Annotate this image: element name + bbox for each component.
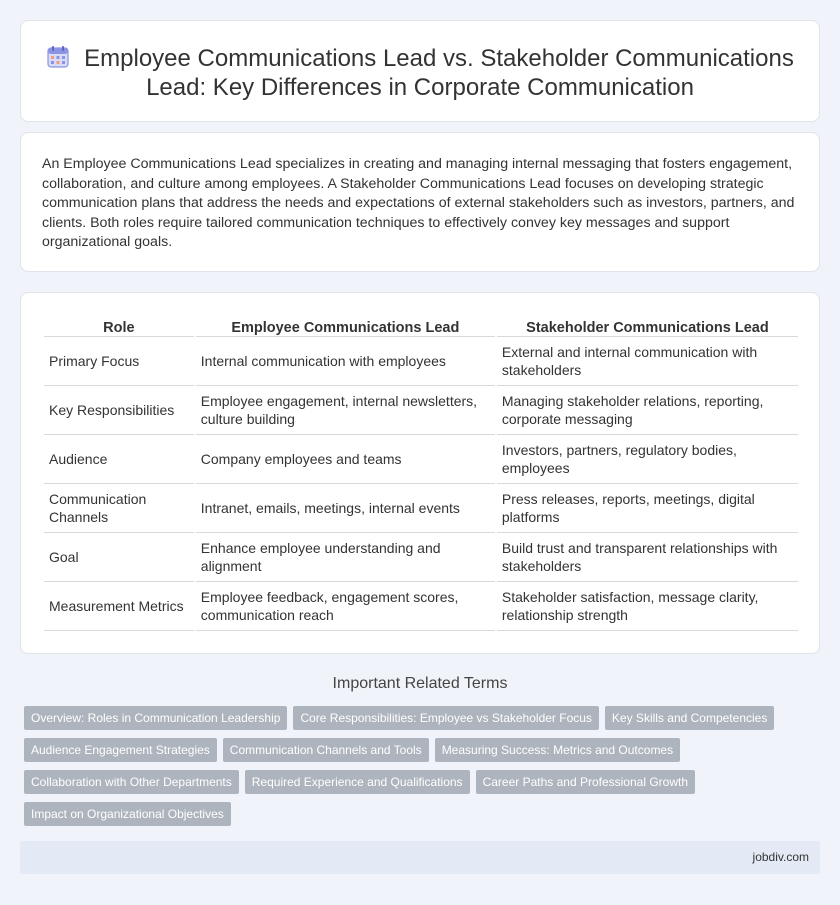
related-term-tag[interactable]: Required Experience and Qualifications [245,770,470,794]
comparison-card [20,292,820,654]
employee-cell: Employee feedback, engagement scores, communication reach [196,582,495,631]
stakeholder-cell: Press releases, reports, meetings, digital platforms [497,484,798,533]
related-term-tag[interactable]: Key Skills and Competencies [605,706,774,730]
header-stakeholder-lead: Stakeholder Communications Lead [497,315,798,337]
row-label: Measurement Metrics [44,582,194,631]
page-title-text: Employee Communications Lead vs. Stakeholder Communications Lead: Key Differences in Corporate Communication [84,45,794,101]
related-terms-heading: Important Related Terms [332,675,508,692]
row-label: Goal [44,533,194,582]
stakeholder-cell: Investors, partners, regulatory bodies, employees [497,435,798,484]
stakeholder-cell: Managing stakeholder relations, reporting, corporate messaging [497,386,798,435]
related-term-tag[interactable]: Career Paths and Professional Growth [476,770,695,794]
header-role: Role [44,315,194,337]
footer-site-link[interactable]: jobdiv.com [752,850,809,864]
table-row [44,582,798,631]
calendar-icon [46,45,70,69]
related-term-tag[interactable]: Measuring Success: Metrics and Outcomes [435,738,680,762]
table-row [44,386,798,435]
related-term-tag[interactable]: Collaboration with Other Departments [24,770,239,794]
row-label: Communication Channels [44,484,194,533]
stakeholder-cell: Build trust and transparent relationships with stakeholders [497,533,798,582]
table-row [44,533,798,582]
table-row [44,337,798,386]
related-term-tag[interactable]: Impact on Organizational Objectives [24,802,231,826]
related-term-tag[interactable]: Core Responsibilities: Employee vs Stakeholder Focus [293,706,598,730]
row-label: Primary Focus [44,337,194,386]
employee-cell: Employee engagement, internal newsletters, culture building [196,386,495,435]
table-header-row [44,315,798,337]
stakeholder-cell: Stakeholder satisfaction, message clarity, relationship strength [497,582,798,631]
comparison-table [42,315,800,631]
related-term-tag[interactable]: Audience Engagement Strategies [24,738,217,762]
row-label: Audience [44,435,194,484]
row-label: Key Responsibilities [44,386,194,435]
employee-cell: Enhance employee understanding and alignment [196,533,495,582]
related-term-tag[interactable]: Communication Channels and Tools [223,738,429,762]
footer [20,841,820,874]
employee-cell: Intranet, emails, meetings, internal events [196,484,495,533]
intro-paragraph: An Employee Communications Lead specializes in creating and managing internal messaging that fosters engagement, collaboration, and culture among employees. A Stakeholder Communications Lead focuses on developing strategic communication plans that address the needs and expectations of external stakeholders such as investors, partners, and clients. Both roles require tailored communication techniques to effectively convey key messages and support organizational goals. [42,156,795,251]
page-title [21,44,819,102]
employee-cell: Internal communication with employees [196,337,495,386]
header-employee-lead: Employee Communications Lead [196,315,495,337]
title-card [20,20,820,122]
table-row [44,435,798,484]
related-term-tag[interactable]: Overview: Roles in Communication Leadership [24,706,287,730]
employee-cell: Company employees and teams [196,435,495,484]
related-terms-list [24,706,814,826]
intro-card [20,132,820,272]
table-row [44,484,798,533]
stakeholder-cell: External and internal communication with stakeholders [497,337,798,386]
